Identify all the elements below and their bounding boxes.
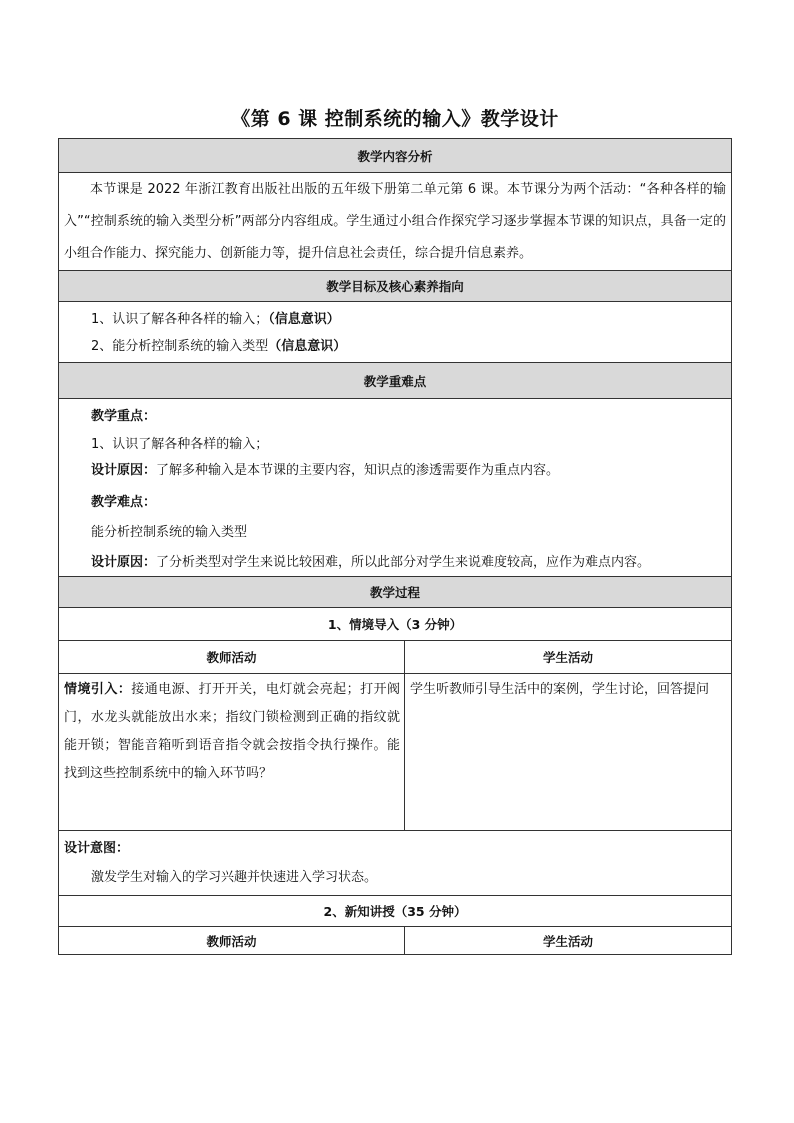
process-header: 教学过程 [59, 577, 731, 608]
key-point-label: 教学重点： [91, 409, 157, 424]
section2-title: 2、新知讲授（35 分钟） [59, 896, 731, 927]
content-analysis-text: 本节课是 2022 年浙江教育出版社出版的五年级下册第二单元第 6 课。本节课分为两个活动：“各种各样的输入”“控制系统的输入类型分析”两部分内容组成。学生通过小组合作探究学习逐步掌握本节课的知识点，具备一定的小组合作能力、探究能力、创新能力等，提升信息社会责任，综合提升信息素养。 [64, 182, 726, 261]
document-title: 《第 6 课 控制系统的输入》教学设计 [231, 108, 559, 130]
teacher-activity-header: 教师活动 [59, 641, 405, 673]
student-activity-header: 学生活动 [542, 650, 593, 665]
objectives-cell [59, 302, 731, 363]
objective-item-1: 1、认识了解各种各样的输入；（信息意识） [91, 312, 340, 327]
key-point-item: 1、认识了解各种各样的输入； [91, 437, 269, 452]
objective-item-2: 2、能分析控制系统的输入类型（信息意识） [91, 339, 347, 354]
student-activity-cell [405, 674, 731, 830]
key-points-cell [59, 399, 731, 577]
section1-title: 1、情境导入（3 分钟） [59, 608, 731, 641]
key-point-reason: 设计原因：了解多种输入是本节课的主要内容，知识点的渗透需要作为重点内容。 [91, 463, 560, 478]
content-analysis-cell [59, 173, 731, 271]
teacher-activity-cell [59, 674, 405, 830]
section1-activities [59, 674, 731, 831]
design-intent-cell [59, 831, 731, 896]
lesson-plan-table [58, 138, 732, 955]
difficult-point-item: 能分析控制系统的输入类型 [91, 525, 248, 540]
section2-column-headers [59, 927, 731, 954]
design-intent-label: 设计意图： [64, 841, 130, 856]
objectives-header: 教学目标及核心素养指向 [59, 271, 731, 302]
teacher-activity-text: 情境引入：接通电源、打开开关，电灯就会亮起；打开阀门，水龙头就能放出水来；指纹门锁检测到正确的指纹就能开锁；智能音箱听到语音指令就会按指令执行操作。能找到这些控制系统中的输入环节吗？ [64, 682, 400, 781]
student-activity-text: 学生听教师引导生活中的案例，学生讨论，回答提问 [410, 682, 710, 697]
design-intent-text: 激发学生对输入的学习兴趣并快速进入学习状态。 [91, 870, 378, 885]
content-analysis-header: 教学内容分析 [59, 139, 731, 173]
key-points-header: 教学重难点 [59, 363, 731, 399]
student-activity-header-2: 学生活动 [542, 933, 593, 949]
section1-column-headers [59, 641, 731, 674]
difficult-point-label: 教学难点： [91, 495, 157, 510]
difficult-point-reason: 设计原因：了分析类型对学生来说比较困难，所以此部分对学生来说难度较高，应作为难点内容。 [91, 555, 651, 570]
teacher-activity-header-2: 教师活动 [59, 927, 405, 954]
